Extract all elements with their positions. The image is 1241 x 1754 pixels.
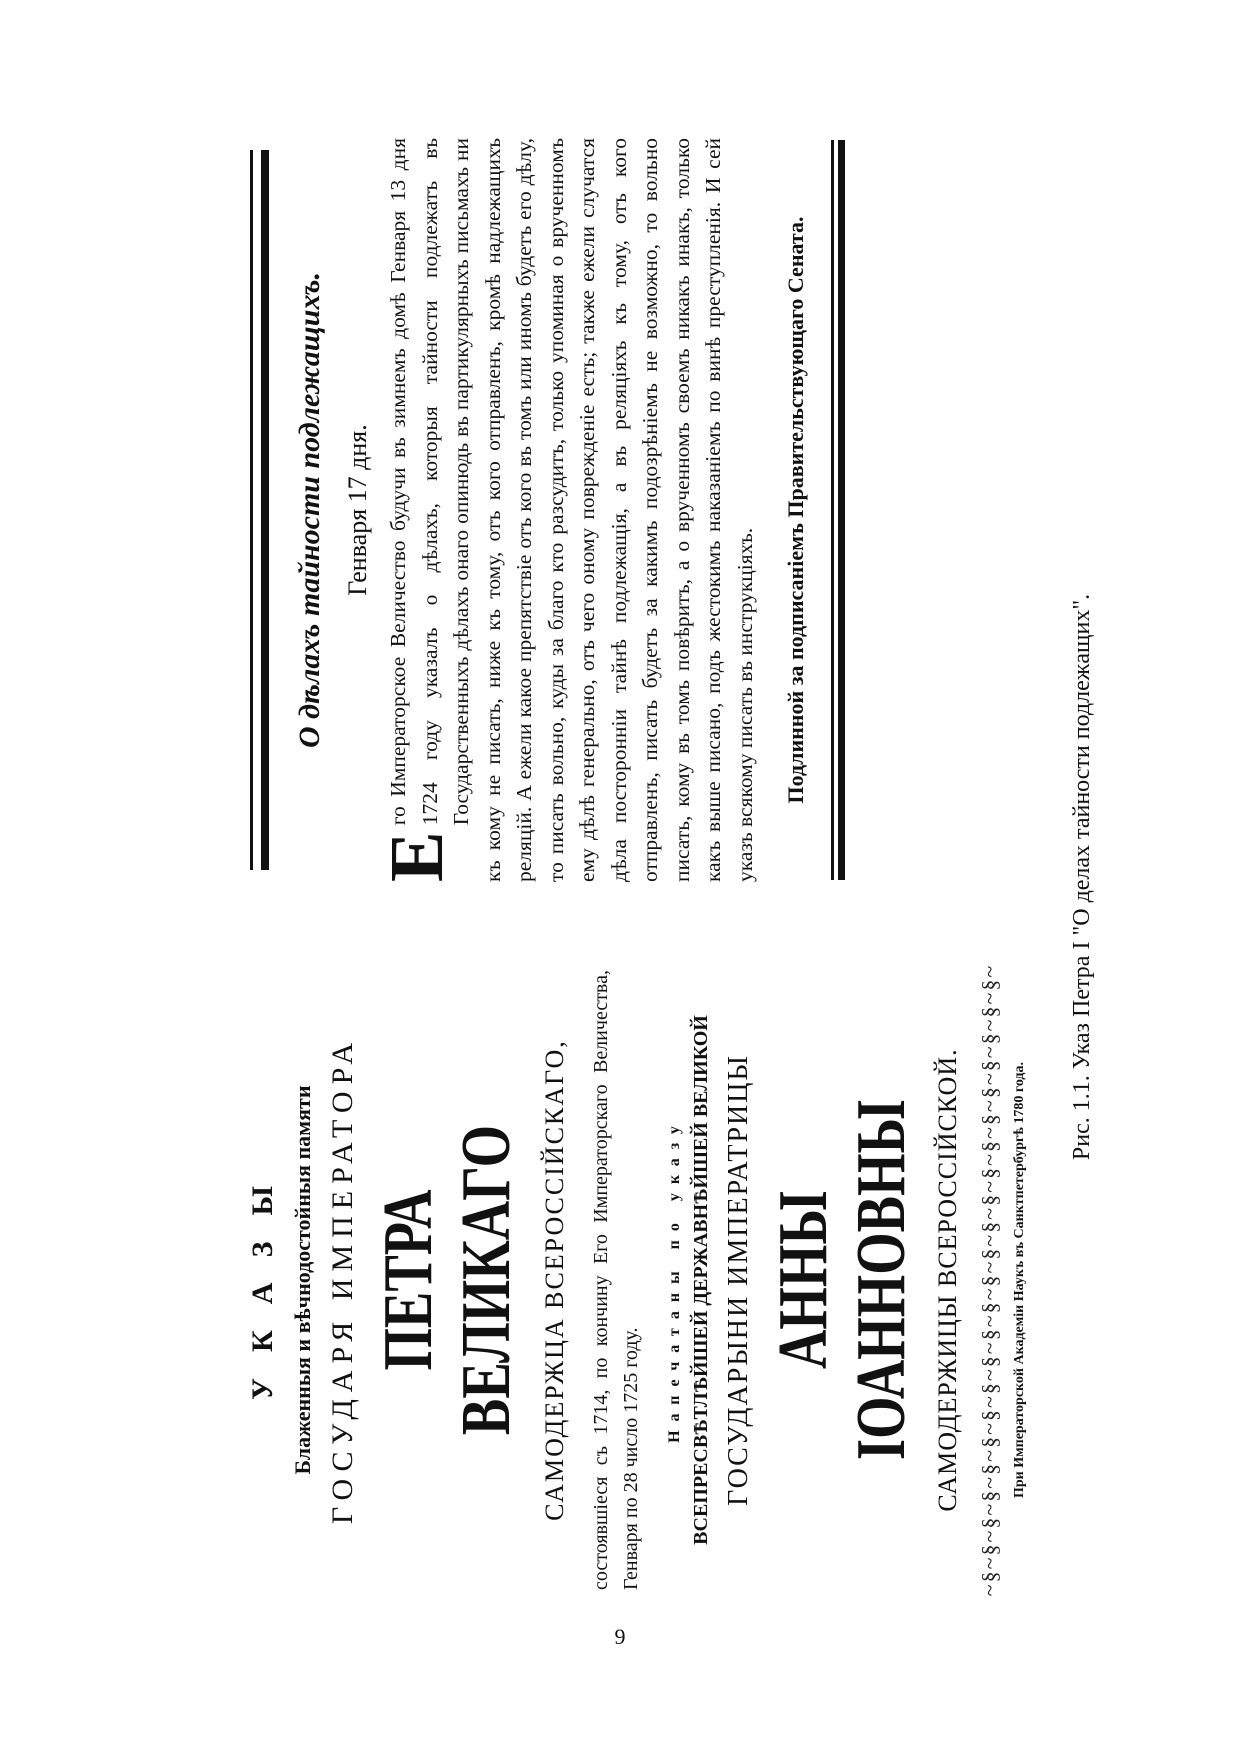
title-page-line: Напечатаны по указу	[666, 1117, 683, 1443]
imprint-line: При Императорской Академіи Наукъ въ Санктпетербургѣ 1780 года.	[1012, 1061, 1027, 1499]
bottom-rule	[831, 140, 845, 880]
top-rule	[250, 150, 269, 870]
title-page-line: САМОДЕРЖИЦЫ ВСЕРОССІЙСКОЙ.	[933, 1048, 962, 1512]
title-page-line: ГОСУДАРЯ ИМПЕРАТОРА	[326, 1035, 359, 1525]
decree-body-text: го Императорское Величество будучи въ зимнемъ домѣ Генваря 13 дня 1724 году указалъ о дѣлахъ, которыя тайности подлежатъ въ Государственныхъ дѣлахъ онаго опинюдь въ партикулярныхъ письмахъ ни къ кому не писать, ниже къ тому, отъ кого отправленъ, кромѣ надлежащихъ реляцій. А ежели какое препятствіе отъ кого въ томъ или иномъ будетъ его дѣлу, то писать вольно, куды за благо кто разсудитъ, только упоминая о врученномъ ему дѣлѣ генерально, отъ чего оному поврежденіе есть; также ежели случатся дѣла посторонніи тайнѣ подлежащія, а въ реляціяхъ къ тому, отъ кого отправленъ, писать будетъ за какимъ подозрѣніемъ не возможно, то вольно писать, кому въ томъ повѣритъ, а о врученномъ своемъ никакъ инакъ, только какъ выше писано, подъ жестокимъ наказаніемъ по винѣ преступленія. И сей указъ всякому писать въ инструкціяхъ.	[386, 138, 757, 882]
page-number: 9	[614, 1624, 626, 1649]
title-page-heading: УКАЗЫ	[246, 1160, 279, 1400]
scan-image	[222, 120, 1027, 1620]
ornament-divider: ~§~§~§~§~§~§~§~§~§~§~§~§~§~§~§~§~§~§~§~§~§~§~§~	[977, 963, 1002, 1597]
title-page-line: ГОСУДАРЫНИ ИМПЕРАТРИЦЫ	[723, 1054, 754, 1506]
title-page-line: САМОДЕРЖЦА ВСЕРОССІЙСКАГО,	[540, 1039, 569, 1521]
drop-cap: Е	[375, 831, 459, 882]
title-page-name: ПЕТРА ВЕЛИКАГО	[370, 1124, 525, 1436]
figure-caption: Рис. 1.1. Указ Петра I "О делах тайности подлежащих".	[1069, 593, 1095, 1161]
decree-signature: Подлинной за подписаніемъ Правительствующаго Сената.	[783, 216, 808, 804]
title-page	[222, 960, 1027, 1600]
decree-page	[222, 130, 1002, 890]
title-page-line: ВСЕПРЕСВѢТЛѢЙШЕЙ ДЕРЖАВНѢЙШЕЙ ВЕЛИКОЙ	[690, 1015, 712, 1545]
title-page-name: АННЫ ІОАННОВНЫ	[765, 1099, 920, 1461]
decree-body	[375, 138, 761, 882]
decree-date: Генваря 17 дня.	[343, 424, 372, 596]
decree-title: О дѣлахъ тайности подлежащихъ.	[293, 271, 326, 749]
title-page-line: Блаженныя и вѣчнодостойныя памяти	[290, 1085, 315, 1475]
title-page-paragraph: состоявшіеся съ 1714, по кончину Его Императорскаго Величества, Генваря по 28 число 1725 году.	[590, 970, 642, 1590]
